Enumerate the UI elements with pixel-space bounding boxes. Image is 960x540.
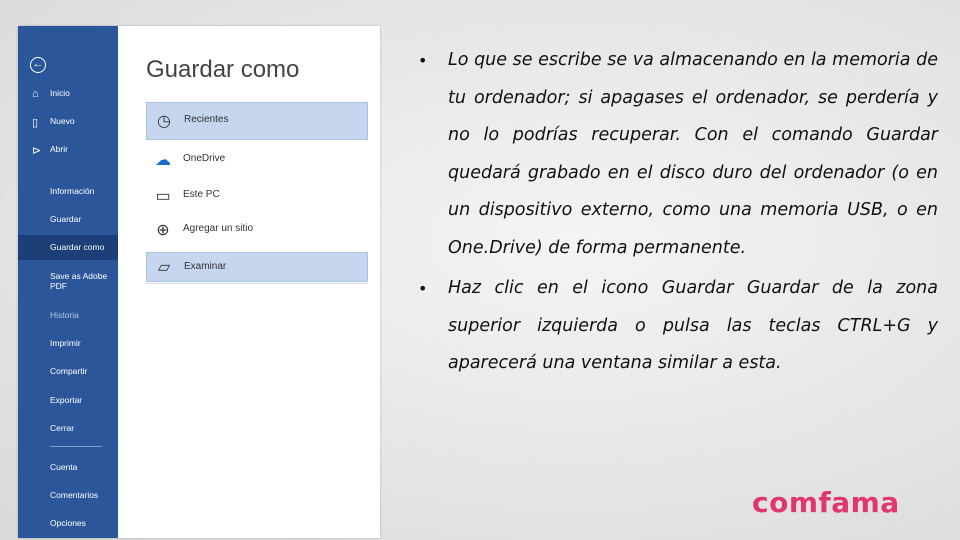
open-folder-icon: ⊳ (32, 145, 42, 157)
location-add-site-label: Agregar un sitio (183, 223, 254, 234)
slide-text (418, 42, 938, 386)
nav-print[interactable] (18, 333, 118, 355)
bullet-dot-icon: • (418, 279, 428, 298)
location-onedrive[interactable] (146, 142, 368, 178)
nav-close[interactable] (18, 418, 118, 440)
clock-icon: ◷ (157, 113, 171, 130)
nav-new-label: Nuevo (50, 116, 75, 126)
locations-divider (146, 283, 368, 284)
back-arrow-icon[interactable]: ← (30, 57, 46, 73)
location-recent[interactable] (146, 102, 368, 140)
location-this-pc-label: Este PC (183, 189, 220, 200)
bullet-text: Haz clic en el icono Guardar Guardar de la zona superior izquierda o pulsa las teclas CTRL+G y aparecerá una ventana similar a esta. (448, 278, 938, 373)
nav-print-label: Imprimir (50, 338, 81, 348)
nav-save-as-label: Guardar como (50, 242, 105, 252)
home-icon: ⌂ (32, 88, 39, 100)
add-site-icon: ⊕ (156, 222, 170, 239)
save-as-panel (118, 26, 380, 538)
nav-share-label: Compartir (50, 366, 88, 376)
location-recent-label: Recientes (184, 114, 229, 125)
bullet-item (418, 42, 938, 267)
nav-save-label: Guardar (50, 214, 82, 224)
nav-open[interactable] (18, 144, 118, 160)
nav-account[interactable] (18, 457, 118, 479)
nav-feedback-label: Comentarios (50, 490, 99, 500)
nav-share[interactable] (18, 361, 118, 383)
nav-save[interactable] (18, 209, 118, 231)
word-backstage-screenshot (18, 26, 380, 538)
nav-export[interactable] (18, 390, 118, 412)
nav-save-adobe-pdf[interactable] (18, 266, 118, 298)
nav-open-label: Abrir (50, 144, 68, 154)
bullet-dot-icon: • (418, 51, 428, 70)
location-browse[interactable] (146, 252, 368, 282)
backstage-sidebar (18, 26, 118, 538)
page-title: Guardar como (146, 56, 300, 83)
location-onedrive-label: OneDrive (183, 153, 226, 164)
nav-home-label: Inicio (50, 88, 70, 98)
location-add-site[interactable] (146, 212, 368, 248)
nav-save-as[interactable] (18, 235, 118, 260)
browse-folder-icon: ▱ (157, 259, 171, 276)
nav-history (18, 305, 118, 327)
location-browse-label: Examinar (184, 261, 227, 272)
nav-new[interactable] (18, 116, 118, 132)
nav-home[interactable] (18, 88, 118, 104)
new-doc-icon: ▯ (32, 117, 39, 129)
bullet-text: Lo que se escribe se va almacenando en la memoria de tu ordenador; si apagases el ordenador, se perdería y no lo podrías recuperar. Con el comando Guardar quedará grabado en el disco duro del ordenador (o en un dispositivo externo, como una memoria USB, o en One.Drive) de forma permanente. (448, 50, 938, 258)
nav-info[interactable] (18, 181, 118, 203)
nav-save-adobe-pdf-label: Save as Adobe PDF (50, 271, 108, 291)
pc-icon: ▭ (155, 188, 171, 205)
nav-export-label: Exportar (50, 395, 83, 405)
nav-feedback[interactable] (18, 485, 118, 507)
nav-history-label: Historia (50, 310, 79, 320)
nav-options[interactable] (18, 513, 118, 535)
comfama-logo: comfama (752, 486, 900, 519)
onedrive-icon: ☁ (155, 152, 171, 169)
bullet-item (418, 270, 938, 383)
location-this-pc[interactable] (146, 178, 368, 214)
nav-info-label: Información (50, 186, 95, 196)
nav-divider (50, 446, 102, 447)
nav-close-label: Cerrar (50, 423, 75, 433)
nav-account-label: Cuenta (50, 462, 78, 472)
nav-options-label: Opciones (50, 518, 86, 528)
